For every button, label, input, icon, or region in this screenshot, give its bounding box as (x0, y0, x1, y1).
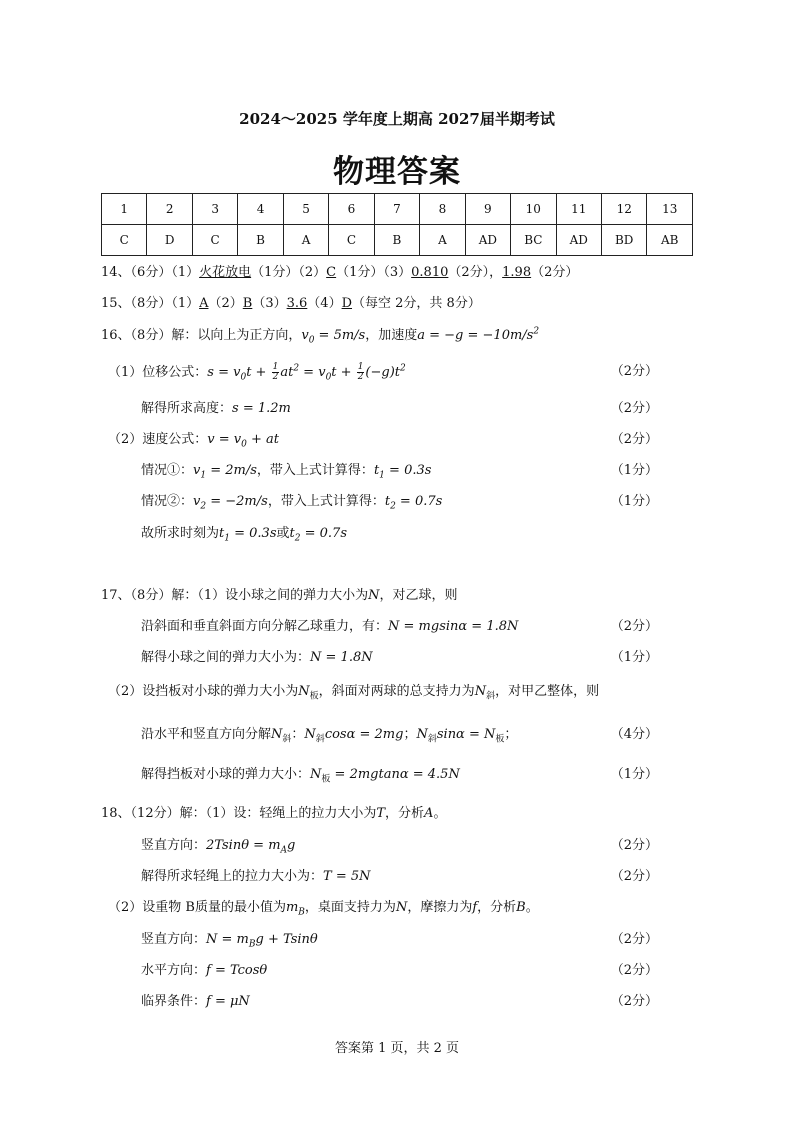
q16-eq-a: $a = -g = -10m/s^2$ (417, 326, 540, 343)
exam-title: 2024～2025 学年度上期高 2027届半期考试 (239, 110, 555, 128)
q15-prefix: 15、（8分）（1） (101, 296, 200, 311)
q15-answer-3: 3.6 (286, 296, 308, 311)
q15-sep-3: （4） (307, 296, 342, 311)
q16-eq-t1-final: $t_1 = 0.3s$ (219, 526, 277, 544)
q15-answer-1: A (199, 296, 209, 311)
q18-line-2 (141, 868, 371, 886)
q18-part-2-a: （2）设重物 B质量的最小值为 (108, 900, 286, 915)
q18-part-2-e: 。 (525, 900, 539, 915)
q16-eq-t2: $t_2 = 0.7s$ (384, 494, 443, 512)
q18-line-6 (141, 993, 250, 1011)
q15-answer-2: B (242, 296, 253, 311)
question-number-cell: 1 (102, 194, 147, 225)
q18-score-2: （2分） (610, 869, 658, 884)
q17-sub-slope-1: 斜 (486, 691, 496, 702)
q17-line-5: 解得挡板对小球的弹力大小：$N_板 = 2mgtan\alpha = 4.5N$ (141, 767, 460, 785)
q16-score-2: （2分） (610, 401, 658, 416)
q15-sep-2: （3） (252, 296, 287, 311)
q18-eq-5: f = μN (206, 994, 250, 1009)
q17-score-1: （2分） (610, 619, 658, 634)
q16-line-1 (108, 363, 406, 382)
q17-line-1 (141, 618, 518, 636)
answer-cell: AD (556, 225, 601, 256)
q16-score-4: （1分） (610, 463, 658, 478)
q17-sub-board-2: 板 (495, 734, 505, 745)
question-17-intro: 17、（8分）解：（1）设小球之间的弹力大小为N，对乙球，则 (101, 588, 458, 603)
q17-label-3: 沿水平和竖直方向分解 (141, 727, 272, 742)
q16-line-5 (141, 493, 442, 511)
question-number-cell: 9 (465, 194, 510, 225)
q16-line-4 (141, 462, 431, 480)
q17-sub-slope-4: 斜 (427, 734, 437, 745)
question-18-intro: 18、（12分）解：（1）设：轻绳上的拉力大小为T，分析A。 (101, 806, 447, 821)
answer-cell: BD (601, 225, 646, 256)
answer-cell: C (102, 225, 147, 256)
q18-label-1: 竖直方向： (141, 838, 207, 853)
q14-sep-3: （2分）， (448, 265, 503, 280)
table-row-answers (102, 225, 693, 256)
q16-score-3: （2分） (610, 432, 658, 447)
q18-part-2-c: ，摩擦力为 (407, 900, 473, 915)
q16-line-3 (108, 431, 279, 449)
q17-eq-2: N = 1.8N (310, 650, 373, 665)
q17-line-4: 沿水平和竖直方向分解$N_斜$：$N_斜\cos\alpha = 2mg$；$N_斜\sin\alpha = N_板$； (141, 727, 518, 745)
q17-intro: 17、（8分）解：（1）设小球之间的弹力大小为 (101, 588, 369, 603)
q16-case-1-label: 情况①： (141, 463, 194, 478)
q17-part-2-b: ，斜面对两球的总支持力为 (318, 684, 475, 699)
question-number-cell: 4 (238, 194, 283, 225)
q18-line-3: （2）设重物 B质量的最小值为$m_B$，桌面支持力为N，摩擦力为f，分析B。 (108, 900, 539, 918)
q18-intro-mid: ，分析 (385, 806, 425, 821)
q14-sep-1: （1分）（2） (251, 265, 327, 280)
q17-eq-1: N = mgsinα = 1.8N (388, 619, 519, 634)
question-number-cell: 2 (147, 194, 192, 225)
q17-sub-slope-2: 斜 (282, 734, 292, 745)
q18-score-1: （2分） (610, 838, 658, 853)
q16-eq-v2: $v_2 = -2m/s$ (193, 494, 268, 512)
answer-cell: B (238, 225, 283, 256)
q16-score-5: （1分） (610, 494, 658, 509)
q15-sep-4: （每空 2分，共 8分） (352, 296, 481, 311)
answer-cell: B (374, 225, 419, 256)
question-number-cell: 10 (511, 194, 556, 225)
q16-score-1: （2分） (610, 364, 658, 379)
q18-part-2-d: ，分析 (477, 900, 517, 915)
q18-score-4: （2分） (610, 963, 658, 978)
answer-cell: AD (465, 225, 510, 256)
q14-answer-2: C (326, 265, 337, 280)
q16-line-2 (141, 400, 291, 418)
q18-label-4: 水平方向： (141, 963, 207, 978)
q16-eq-velocity: $v = v_0$ + at (207, 432, 280, 450)
q18-eq-2: T = 5N (323, 869, 371, 884)
q17-score-4: （1分） (610, 767, 658, 782)
q15-answer-4: D (341, 296, 353, 311)
q17-label-2: 解得小球之间的弹力大小为： (141, 650, 311, 665)
main-title: 物理答案 (333, 154, 461, 190)
q17-line-3: （2）设挡板对小球的弹力大小为$N_板$，斜面对两球的总支持力为$N_斜$，对甲乙整体，则 (108, 684, 600, 702)
q18-score-3: （2分） (610, 932, 658, 947)
q16-intro-2: ，加速度 (365, 328, 418, 343)
q18-label-5: 临界条件： (141, 994, 207, 1009)
q17-label-1: 沿斜面和垂直斜面方向分解乙球重力，有： (141, 619, 389, 634)
q18-intro-end: 。 (433, 806, 447, 821)
table-row-numbers (102, 194, 693, 225)
q15-sep-1: （2） (208, 296, 243, 311)
question-number-cell: 8 (420, 194, 465, 225)
q17-score-2: （1分） (610, 650, 658, 665)
q16-label-2: 解得所求高度： (141, 401, 233, 416)
q17-part-2-c: ，对甲乙整体，则 (495, 684, 600, 699)
q17-score-3: （4分） (610, 727, 658, 742)
q16-eq-height: s = 1.2m (232, 401, 291, 416)
question-number-cell: 7 (374, 194, 419, 225)
q16-label-3: （2）速度公式： (108, 432, 208, 447)
q16-case-2-label: 情况②： (141, 494, 194, 509)
question-number-cell: 6 (329, 194, 374, 225)
q16-or: 或 (276, 526, 290, 541)
answer-cell: BC (511, 225, 556, 256)
q17-part-2-a: （2）设挡板对小球的弹力大小为 (108, 684, 299, 699)
q16-conclusion: 故所求时刻为 (141, 526, 220, 541)
q17-sub-slope-3: 斜 (315, 734, 325, 745)
answer-cell: A (283, 225, 328, 256)
q16-intro: 16、（8分）解：以向上为正方向， (101, 328, 302, 343)
q18-line-4 (141, 931, 318, 949)
q16-label-1: （1）位移公式： (108, 365, 208, 380)
answer-cell: C (329, 225, 374, 256)
q16-case-1-mid: ，带入上式计算得： (256, 463, 374, 478)
q16-eq-t1: $t_1 = 0.3s$ (373, 463, 432, 481)
q18-part-2-b: ，桌面支持力为 (304, 900, 396, 915)
question-number-cell: 5 (283, 194, 328, 225)
q18-line-1 (141, 837, 295, 855)
q14-prefix: 14、（6分）（1） (101, 265, 200, 280)
q17-sub-board-1: 板 (309, 691, 319, 702)
q14-sep-2: （1分）（3） (336, 265, 412, 280)
answer-table (101, 193, 693, 256)
question-number-cell: 12 (601, 194, 646, 225)
question-number-cell: 3 (192, 194, 237, 225)
answer-cell: C (192, 225, 237, 256)
q16-eq-v1: $v_1 = 2m/s$ (193, 463, 257, 481)
q16-eq-t2-final: $t_2 = 0.7s$ (289, 526, 347, 544)
q18-eq-1: $2Tsin\theta = m_Ag$ (206, 838, 296, 856)
q18-score-5: （2分） (610, 994, 658, 1009)
q17-sub-board-3: 板 (321, 774, 331, 785)
q18-eq-3: $N = m_Bg + Tsin\theta$ (206, 932, 318, 950)
q14-sep-4: （2分） (531, 265, 579, 280)
q16-case-2-mid: ，带入上式计算得： (267, 494, 385, 509)
q16-line-6 (141, 525, 347, 543)
question-14 (101, 264, 578, 282)
q18-line-5 (141, 962, 267, 980)
q18-intro: 18、（12分）解：（1）设：轻绳上的拉力大小为 (101, 806, 377, 821)
answer-cell: D (147, 225, 192, 256)
q14-answer-1: 火花放电 (199, 265, 252, 280)
q17-label-4: 解得挡板对小球的弹力大小： (141, 767, 311, 782)
question-number-cell: 11 (556, 194, 601, 225)
q16-eq-v0: $v_0 = 5m/s$ (301, 328, 366, 346)
q18-eq-4: f = Tcosθ (206, 963, 268, 978)
answer-cell: AB (647, 225, 693, 256)
q18-label-2: 解得所求轻绳上的拉力大小为： (141, 869, 324, 884)
q14-answer-4: 1.98 (502, 265, 532, 280)
q14-answer-3: 0.810 (411, 265, 449, 280)
q17-line-2 (141, 649, 373, 667)
q18-label-3: 竖直方向： (141, 932, 207, 947)
question-number-cell: 13 (647, 194, 693, 225)
page-footer: 答案第 1 页，共 2 页 (334, 1041, 460, 1056)
q17-intro-end: ，对乙球，则 (379, 588, 458, 603)
question-16-intro (101, 327, 539, 345)
q16-eq-displacement: $s = v_0t$ + $\frac{1}{2}$ $at^2 = v_0t$ + $\frac{1}{2}$ $(-g)t^2$ (207, 362, 406, 383)
answer-cell: A (420, 225, 465, 256)
question-15 (101, 295, 481, 313)
